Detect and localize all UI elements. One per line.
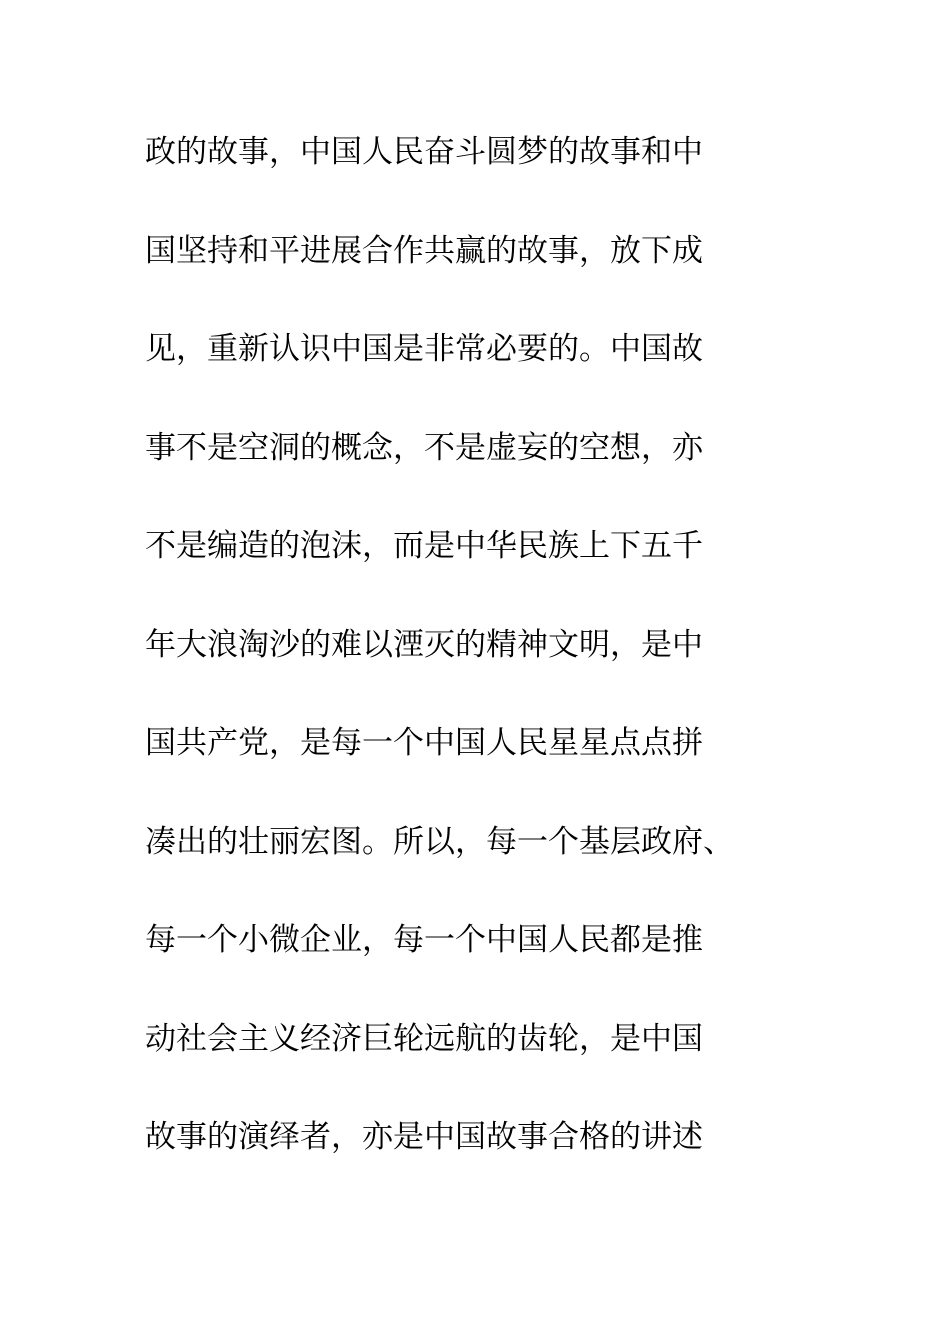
- text-line: 国坚持和平进展合作共赢的故事，放下成: [145, 232, 703, 269]
- text-line: 年大浪淘沙的难以湮灭的精神文明，是中: [145, 626, 703, 663]
- body-text: [145, 127, 845, 1211]
- text-line: 不是编造的泡沫，而是中华民族上下五千: [145, 528, 703, 564]
- text-line: 动社会主义经济巨轮远航的齿轮，是中国: [145, 1020, 703, 1057]
- text-line: 国共产党，是每一个中国人民星星点点拼: [145, 725, 703, 761]
- text-line: 每一个小微企业，每一个中国人民都是推: [145, 922, 703, 958]
- text-line: 见，重新认识中国是非常必要的。中国故: [145, 331, 703, 367]
- text-line: 事不是空洞的概念，不是虚妄的空想，亦: [145, 429, 703, 466]
- text-line: 故事的演绎者，亦是中国故事合格的讲述: [145, 1119, 703, 1155]
- text-line: 政的故事，中国人民奋斗圆梦的故事和中: [145, 134, 703, 170]
- text-line: 凑出的壮丽宏图。所以，每一个基层政府、: [145, 823, 734, 860]
